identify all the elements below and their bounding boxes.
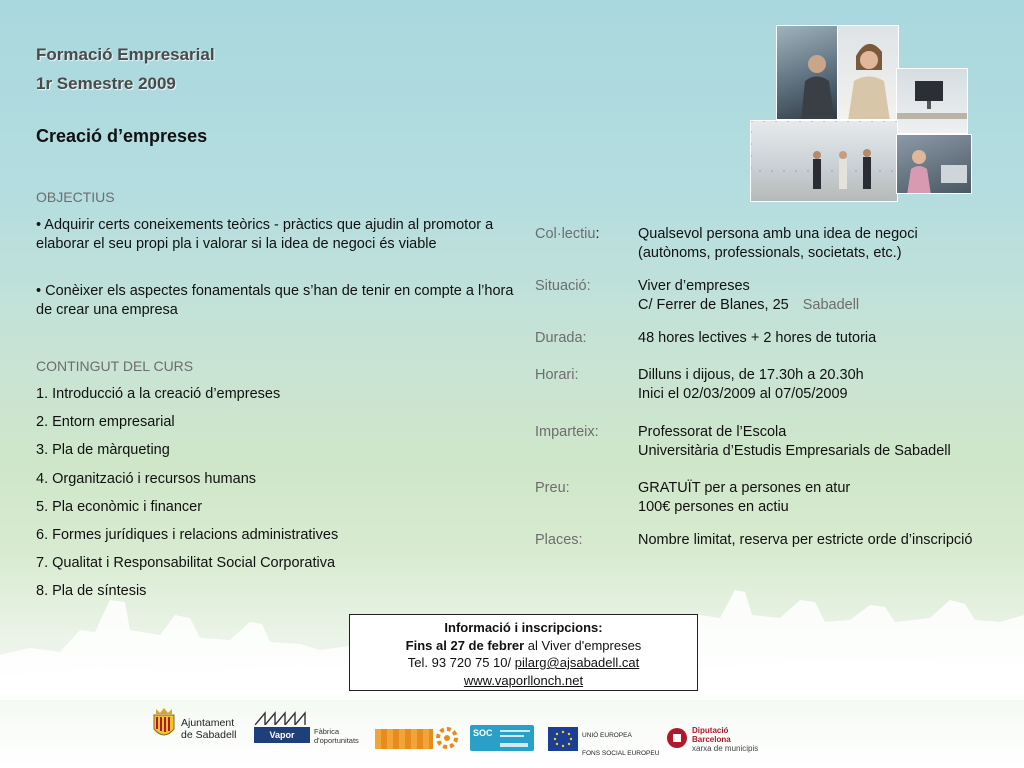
box-contact: Tel. 93 720 75 10/ pilarg@ajsabadell.cat — [407, 655, 640, 670]
inscription-info-box — [349, 614, 698, 691]
imparteix-value: Professorat de l’Escola Universitària d’Estudis Empresarials de Sabadell — [638, 424, 951, 459]
list-item: 1. Introducció a la creació d’empreses — [36, 386, 281, 402]
durada-value: 48 hores lectives + 2 hores de tutoria — [638, 330, 877, 346]
objectius-heading: OBJECTIUS — [36, 189, 115, 205]
list-item: 5. Pla econòmic i financer — [36, 498, 203, 515]
man-silhouette-icon — [777, 26, 838, 120]
contingut-list — [36, 385, 338, 611]
places-value: Nombre limitat, reserva per estricte orde d’inscripció — [638, 532, 973, 548]
imparteix-label: Imparteix: — [535, 424, 599, 440]
situacio-value: Viver d’empreses C/ Ferrer de Blanes, 25 Sabadell — [638, 278, 860, 313]
preu-label: Preu: — [535, 480, 570, 496]
title-line-1: Formació Empresarial — [36, 45, 215, 64]
coat-of-arms-icon — [152, 707, 176, 741]
situacio-label: Situació: — [535, 278, 591, 294]
colectiu-label: Col·lectiu: — [535, 226, 600, 242]
title-line-2: 1r Semestre 2009 — [36, 74, 176, 93]
list-item: 3. Pla de màrqueting — [36, 442, 170, 459]
horari-label: Horari: — [535, 367, 579, 383]
list-item: 8. Pla de síntesis — [36, 583, 147, 600]
email-link[interactable]: pilarg@ajsabadell.cat — [514, 655, 640, 670]
list-item: 6. Formes jurídiques i relacions administratives — [36, 526, 339, 543]
list-item: 2. Entorn empresarial — [36, 414, 175, 431]
woman-computer-icon — [897, 135, 972, 194]
woman-silhouette-icon — [838, 26, 899, 120]
partner-banner-graphic — [375, 729, 433, 749]
places-label: Places: — [535, 532, 583, 548]
logo-soc: SOC — [470, 705, 536, 755]
objectius-item-2: • Conèixer els aspectes fonamentals que s’han de tenir en compte a l’hora de crear una empresa — [36, 283, 514, 318]
preu-value: GRATUÏT per a persones en atur 100€ persones en actiu — [638, 480, 851, 515]
list-item: 7. Qualitat i Responsabilitat Social Corporativa — [36, 555, 336, 572]
office-photo-woman-phone — [837, 25, 899, 120]
contingut-heading: CONTINGUT DEL CURS — [36, 358, 194, 374]
office-photo-man-phone — [776, 25, 838, 120]
gear-icon — [433, 723, 461, 753]
logo-ajuntament-sabadell: Ajuntament de Sabadell — [152, 705, 242, 755]
logo-diputacio-barcelona: Diputació Barcelona xarxa de municipis — [666, 705, 766, 755]
people-meeting-icon — [751, 121, 898, 202]
course-title: Creació d’empreses — [36, 126, 208, 146]
colectiu-value: Qualsevol persona amb una idea de negoci (autònoms, professionals, societats, etc.) — [638, 226, 918, 261]
eu-flag-icon — [548, 727, 578, 751]
box-heading: Informació i inscripcions: — [444, 620, 603, 635]
factory-roof-icon — [255, 711, 311, 725]
logo-partner-orange — [375, 705, 460, 755]
monitor-icon — [897, 69, 968, 134]
diputacio-emblem-icon — [666, 727, 688, 749]
list-item: 4. Organització i recursos humans — [36, 470, 257, 487]
horari-value: Dilluns i dijous, de 17.30h a 20.30h Inici el 02/03/2009 al 07/05/2009 — [638, 367, 864, 402]
logo-unio-europea: UNIÓ EUROPEA FONS SOCIAL EUROPEU — [546, 705, 656, 755]
office-photo-desk — [896, 68, 968, 134]
website-link[interactable]: www.vaporllonch.net — [463, 672, 584, 688]
office-photo-meeting — [750, 120, 898, 202]
office-photo-woman-computer — [896, 134, 972, 194]
header-title — [36, 40, 215, 98]
objectius-item-1: • Adquirir certs coneixements teòrics - pràctics que ajudin al promotor a elaborar el seu propi pla i valorar si la idea de negoci és viable — [36, 217, 494, 252]
logo-vapor-llonch: Vapor Llonch Fàbrica d'oportunitats — [252, 705, 367, 755]
durada-label: Durada: — [535, 330, 587, 346]
situacio-city: Sabadell — [802, 297, 860, 313]
box-deadline: Fins al 27 de febrer al Viver d'empreses — [405, 637, 642, 653]
